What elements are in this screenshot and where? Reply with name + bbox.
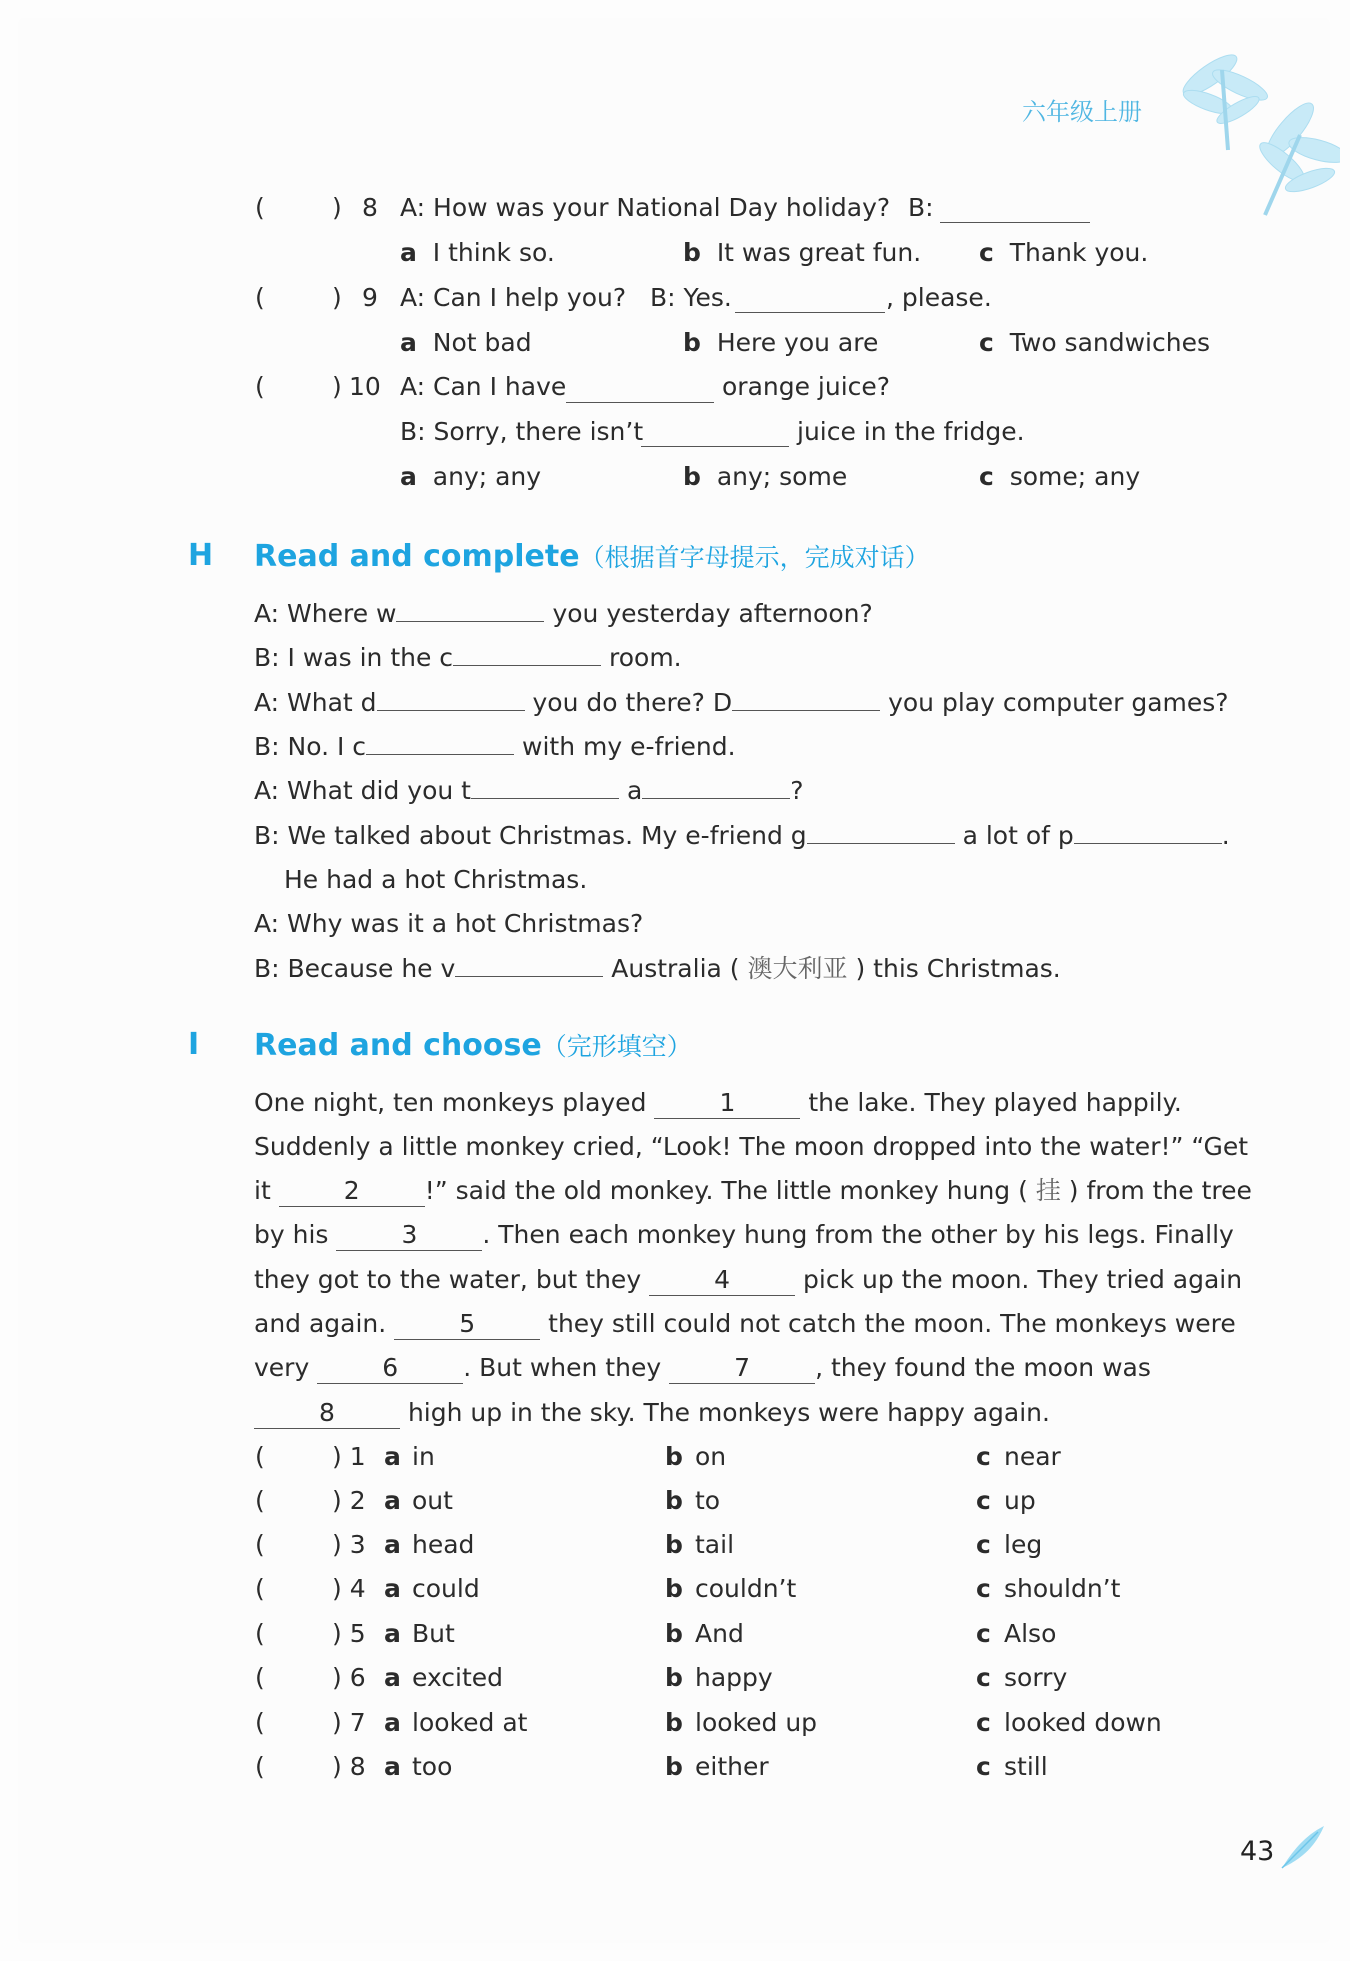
passage-text: . But when they bbox=[463, 1353, 662, 1382]
section-h-title: Read and complete bbox=[254, 539, 580, 574]
choice-option-a[interactable]: in bbox=[412, 1442, 435, 1471]
grade-label: 六年级上册 bbox=[1022, 98, 1142, 126]
choice-option-b[interactable]: happy bbox=[695, 1663, 773, 1692]
choice-option-b[interactable]: to bbox=[695, 1486, 721, 1515]
passage-text: !” said the old monkey. The little monkey hung ( bbox=[424, 1176, 1028, 1205]
h-blank[interactable] bbox=[455, 954, 603, 977]
feather-icon bbox=[1278, 1822, 1328, 1872]
passage-blank[interactable]: 7 bbox=[669, 1353, 815, 1384]
h-text: A: What d bbox=[254, 688, 377, 717]
h-text: Australia ( bbox=[611, 954, 740, 983]
h-text: a bbox=[626, 776, 643, 805]
option-letter: b bbox=[683, 238, 701, 267]
choice-option-c[interactable]: shouldn’t bbox=[1004, 1574, 1121, 1603]
choice-option-a[interactable]: too bbox=[412, 1752, 453, 1781]
q8-number: 8 bbox=[362, 193, 378, 222]
option-text: any; any bbox=[432, 462, 542, 491]
choice-letter-c: c bbox=[976, 1619, 991, 1648]
choice-paren-open[interactable]: ( bbox=[255, 1619, 265, 1648]
q10-paren-close: ) bbox=[332, 372, 342, 401]
passage-text: they still could not catch the moon. The monkeys were bbox=[548, 1309, 1236, 1338]
q9-number: 9 bbox=[362, 283, 378, 312]
option-text: Not bad bbox=[432, 328, 532, 357]
passage-blank[interactable]: 1 bbox=[654, 1088, 800, 1119]
h-text: 澳大利亚 bbox=[747, 954, 848, 983]
option-letter: a bbox=[400, 238, 417, 267]
passage-text: the lake. They played happily. bbox=[808, 1088, 1182, 1117]
h-text: B: Because he v bbox=[254, 954, 456, 983]
choice-number: ) 4 bbox=[332, 1574, 366, 1603]
choice-letter-b: b bbox=[665, 1530, 683, 1559]
h-blank[interactable] bbox=[396, 599, 544, 622]
section-i-subtitle: （完形填空） bbox=[541, 1032, 692, 1061]
choice-option-a[interactable]: head bbox=[412, 1530, 475, 1559]
choice-letter-c: c bbox=[976, 1486, 991, 1515]
choice-option-b[interactable]: on bbox=[695, 1442, 727, 1471]
choice-letter-a: a bbox=[384, 1442, 401, 1471]
h-text: you yesterday afternoon? bbox=[552, 599, 873, 628]
choice-paren-open[interactable]: ( bbox=[255, 1574, 265, 1603]
h-line-3 bbox=[254, 688, 1229, 718]
choice-letter-b: b bbox=[665, 1619, 683, 1648]
q9-option-c bbox=[979, 328, 1210, 358]
option-text: Here you are bbox=[716, 328, 879, 357]
passage-blank[interactable]: 5 bbox=[394, 1309, 540, 1340]
q10-number: 10 bbox=[349, 372, 381, 401]
choice-letter-c: c bbox=[976, 1752, 991, 1781]
option-letter: b bbox=[683, 328, 701, 357]
choice-option-c[interactable]: up bbox=[1004, 1486, 1036, 1515]
q9-answer-blank[interactable] bbox=[735, 290, 885, 313]
passage-text: . Then each monkey hung from the other by his legs. Finally bbox=[482, 1220, 1234, 1249]
choice-letter-c: c bbox=[976, 1442, 991, 1471]
option-text: I think so. bbox=[432, 238, 555, 267]
choice-option-b[interactable]: And bbox=[695, 1619, 744, 1648]
choice-option-a[interactable]: could bbox=[412, 1574, 480, 1603]
choice-option-c[interactable]: near bbox=[1004, 1442, 1061, 1471]
choice-option-b[interactable]: looked up bbox=[695, 1708, 818, 1737]
q10-prompt-a2: orange juice? bbox=[722, 372, 891, 401]
q9-option-a bbox=[400, 328, 532, 358]
h-text: a lot of p bbox=[962, 821, 1074, 850]
passage-text: high up in the sky. The monkeys were happy again. bbox=[407, 1398, 1050, 1427]
choice-paren-open[interactable]: ( bbox=[255, 1442, 265, 1471]
passage-line-1 bbox=[254, 1088, 1182, 1119]
h-blank[interactable] bbox=[471, 776, 619, 799]
choice-number: ) 7 bbox=[332, 1708, 366, 1737]
choice-letter-b: b bbox=[665, 1663, 683, 1692]
choice-number: ) 1 bbox=[332, 1442, 366, 1471]
section-h-heading bbox=[254, 538, 930, 574]
h-text: ) this Christmas. bbox=[855, 954, 1061, 983]
passage-blank[interactable]: 2 bbox=[279, 1176, 425, 1207]
h-line-2 bbox=[254, 643, 682, 673]
choice-letter-c: c bbox=[976, 1530, 991, 1559]
h-blank[interactable] bbox=[453, 643, 601, 666]
choice-letter-a: a bbox=[384, 1619, 401, 1648]
passage-text: and again. bbox=[254, 1309, 387, 1338]
h-text: . bbox=[1221, 821, 1230, 850]
h-blank[interactable] bbox=[807, 821, 955, 844]
h-text: A: Where w bbox=[254, 599, 397, 628]
choice-option-a[interactable]: looked at bbox=[412, 1708, 528, 1737]
q10-option-b bbox=[683, 462, 847, 492]
h-blank[interactable] bbox=[642, 776, 790, 799]
h-blank[interactable] bbox=[1074, 821, 1222, 844]
q9-prompt-a: A: Can I help you? bbox=[400, 283, 627, 312]
q8-option-b bbox=[683, 238, 921, 268]
h-blank[interactable] bbox=[732, 688, 880, 711]
option-letter: b bbox=[683, 462, 701, 491]
choice-option-a[interactable]: out bbox=[412, 1486, 453, 1515]
passage-line-6 bbox=[254, 1309, 1236, 1340]
option-text: Thank you. bbox=[1009, 238, 1149, 267]
passage-line-3 bbox=[254, 1176, 1252, 1207]
q9-paren-close: ) bbox=[332, 283, 342, 312]
choice-paren-open[interactable]: ( bbox=[255, 1530, 265, 1559]
q10-prompt-a1: A: Can I have bbox=[400, 372, 567, 401]
q8-prompt-a: A: How was your National Day holiday? bbox=[400, 193, 891, 222]
section-i-heading bbox=[254, 1027, 692, 1063]
choice-letter-c: c bbox=[976, 1574, 991, 1603]
option-letter: c bbox=[979, 328, 994, 357]
passage-text: by his bbox=[254, 1220, 329, 1249]
choice-letter-a: a bbox=[384, 1574, 401, 1603]
passage-line-8 bbox=[254, 1398, 1050, 1429]
choice-option-a[interactable]: excited bbox=[412, 1663, 504, 1692]
passage-text: 挂 bbox=[1035, 1176, 1061, 1205]
q10-prompt-b2: juice in the fridge. bbox=[797, 417, 1025, 446]
option-text: any; some bbox=[716, 462, 848, 491]
h-text: A: Why was it a hot Christmas? bbox=[254, 909, 644, 938]
choice-letter-b: b bbox=[665, 1752, 683, 1781]
h-text: you do there? D bbox=[532, 688, 733, 717]
choice-paren-open[interactable]: ( bbox=[255, 1752, 265, 1781]
choice-option-c[interactable]: leg bbox=[1004, 1530, 1043, 1559]
choice-letter-b: b bbox=[665, 1486, 683, 1515]
choice-letter-a: a bbox=[384, 1486, 401, 1515]
option-letter: a bbox=[400, 462, 417, 491]
passage-line-4 bbox=[254, 1220, 1234, 1251]
h-text: B: We talked about Christmas. My e-friend g bbox=[254, 821, 807, 850]
choice-letter-a: a bbox=[384, 1530, 401, 1559]
h-text: A: What did you t bbox=[254, 776, 471, 805]
passage-text: Suddenly a little monkey cried, “Look! The moon dropped into the water!” “Get bbox=[254, 1132, 1249, 1161]
passage-text: very bbox=[254, 1353, 310, 1382]
choice-letter-c: c bbox=[976, 1663, 991, 1692]
q10-option-a bbox=[400, 462, 541, 492]
q10-blank-2[interactable] bbox=[641, 424, 789, 447]
h-text: with my e-friend. bbox=[522, 732, 736, 761]
h-line-5 bbox=[254, 776, 804, 806]
choice-option-c[interactable]: still bbox=[1004, 1752, 1048, 1781]
option-text: some; any bbox=[1009, 462, 1141, 491]
passage-blank[interactable]: 8 bbox=[254, 1398, 400, 1429]
passage-text: it bbox=[254, 1176, 271, 1205]
h-blank[interactable] bbox=[377, 688, 525, 711]
choice-letter-a: a bbox=[384, 1708, 401, 1737]
q10-blank-1[interactable] bbox=[566, 380, 714, 403]
h-text: B: No. I c bbox=[254, 732, 367, 761]
passage-blank[interactable]: 6 bbox=[317, 1353, 463, 1384]
section-i-letter: I bbox=[188, 1027, 200, 1062]
choice-option-c[interactable]: sorry bbox=[1004, 1663, 1068, 1692]
q10-paren-open: ( bbox=[255, 372, 265, 401]
h-line-6 bbox=[254, 821, 1230, 851]
choice-number: ) 6 bbox=[332, 1663, 366, 1692]
passage-line-2 bbox=[254, 1132, 1248, 1162]
q8-option-c bbox=[979, 238, 1148, 268]
choice-letter-a: a bbox=[384, 1663, 401, 1692]
choice-option-b[interactable]: tail bbox=[695, 1530, 735, 1559]
q8-paren-open: ( bbox=[255, 193, 265, 222]
section-h-letter: H bbox=[188, 538, 214, 573]
passage-text: , they found the moon was bbox=[815, 1353, 1151, 1382]
q9-prompt-end: , please. bbox=[886, 283, 992, 312]
q8-answer-blank[interactable] bbox=[940, 200, 1090, 223]
passage-line-5 bbox=[254, 1265, 1242, 1296]
h-line-9 bbox=[254, 954, 1061, 984]
choice-paren-open[interactable]: ( bbox=[255, 1663, 265, 1692]
h-text: ? bbox=[790, 776, 804, 805]
choice-letter-b: b bbox=[665, 1708, 683, 1737]
q9-option-b bbox=[683, 328, 878, 358]
choice-letter-a: a bbox=[384, 1752, 401, 1781]
passage-blank[interactable]: 3 bbox=[336, 1220, 482, 1251]
choice-letter-b: b bbox=[665, 1574, 683, 1603]
q8-prompt-b: B: bbox=[908, 193, 934, 222]
h-line-4 bbox=[254, 732, 736, 762]
passage-text: pick up the moon. They tried again bbox=[803, 1265, 1243, 1294]
choice-number: ) 3 bbox=[332, 1530, 366, 1559]
choice-paren-open[interactable]: ( bbox=[255, 1708, 265, 1737]
q8-option-a bbox=[400, 238, 555, 268]
choice-option-b[interactable]: couldn’t bbox=[695, 1574, 797, 1603]
q10-option-c bbox=[979, 462, 1140, 492]
option-text: Two sandwiches bbox=[1009, 328, 1211, 357]
passage-text: they got to the water, but they bbox=[254, 1265, 642, 1294]
section-h-subtitle: （根据首字母提示，完成对话） bbox=[579, 543, 930, 572]
option-letter: c bbox=[979, 462, 994, 491]
choice-option-c[interactable]: looked down bbox=[1004, 1708, 1162, 1737]
h-text: He had a hot Christmas. bbox=[284, 865, 588, 894]
passage-blank[interactable]: 4 bbox=[649, 1265, 795, 1296]
h-line-8 bbox=[254, 909, 643, 939]
h-text: B: I was in the c bbox=[254, 643, 454, 672]
passage-text: One night, ten monkeys played bbox=[254, 1088, 647, 1117]
section-i-title: Read and choose bbox=[254, 1028, 542, 1063]
choice-number: ) 8 bbox=[332, 1752, 366, 1781]
option-letter: c bbox=[979, 238, 994, 267]
page-number: 43 bbox=[1240, 1836, 1275, 1867]
choice-paren-open[interactable]: ( bbox=[255, 1486, 265, 1515]
dragonfly-icon bbox=[1150, 30, 1340, 230]
choice-letter-b: b bbox=[665, 1442, 683, 1471]
choice-number: ) 5 bbox=[332, 1619, 366, 1648]
choice-option-a[interactable]: But bbox=[412, 1619, 455, 1648]
h-blank[interactable] bbox=[366, 732, 514, 755]
h-line-1 bbox=[254, 599, 873, 629]
q9-paren-open: ( bbox=[255, 283, 265, 312]
passage-text: ) from the tree bbox=[1068, 1176, 1252, 1205]
q9-prompt-b: B: Yes. bbox=[650, 283, 732, 312]
q8-paren-close: ) bbox=[332, 193, 342, 222]
passage-line-7 bbox=[254, 1353, 1151, 1384]
choice-letter-c: c bbox=[976, 1708, 991, 1737]
h-line-7 bbox=[284, 865, 587, 895]
h-text: room. bbox=[609, 643, 682, 672]
h-text: you play computer games? bbox=[888, 688, 1229, 717]
choice-option-c[interactable]: Also bbox=[1004, 1619, 1057, 1648]
option-letter: a bbox=[400, 328, 417, 357]
choice-option-b[interactable]: either bbox=[695, 1752, 769, 1781]
choice-number: ) 2 bbox=[332, 1486, 366, 1515]
q10-prompt-b1: B: Sorry, there isn’t bbox=[400, 417, 644, 446]
option-text: It was great fun. bbox=[716, 238, 922, 267]
